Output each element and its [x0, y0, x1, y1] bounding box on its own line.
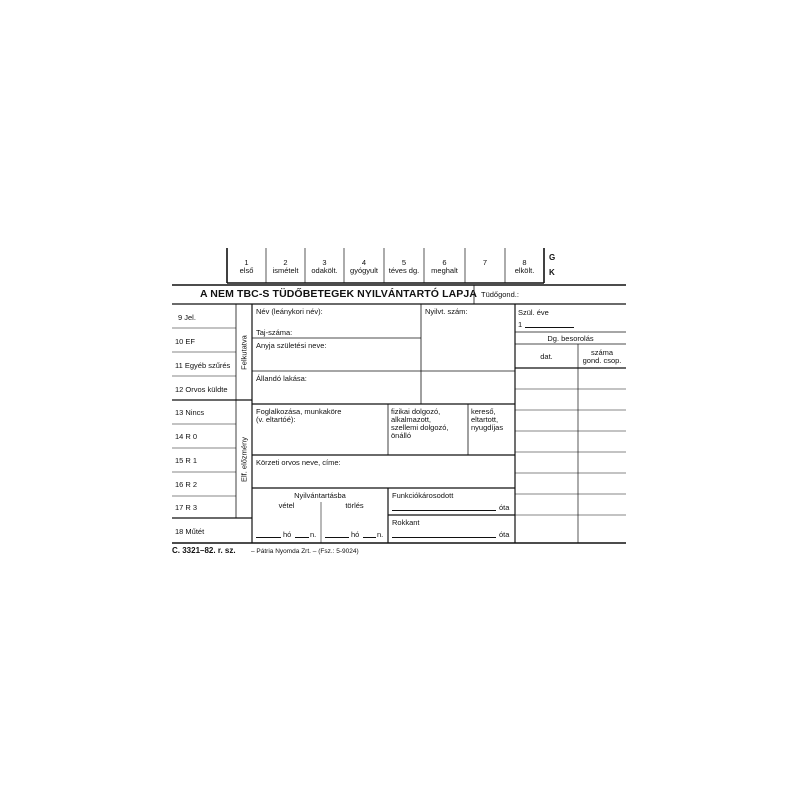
dat-label: dat. [540, 352, 553, 361]
left-item-16: 16 R 2 [175, 480, 198, 489]
foglalkozas-label-1: Foglalkozása, munkaköre [256, 407, 342, 416]
rokkant-label: Rokkant [392, 518, 420, 527]
korzeti-label: Körzeti orvos neve, címe: [256, 458, 341, 467]
szama-label-2: gond. csop. [582, 356, 622, 365]
code-g: G [549, 253, 556, 262]
taj-label: Taj-száma: [256, 328, 293, 337]
foglalkozas-label-2: (v. eltartóé): [256, 415, 296, 424]
code-num-2: 2 [283, 258, 288, 267]
code-num-1: 1 [244, 258, 249, 267]
vetel-n-label: n. [310, 530, 317, 539]
code-num-6: 6 [442, 258, 447, 267]
code-label-2: ismételt [272, 266, 299, 275]
nyilvantartasba-label: Nyilvántartásba [294, 491, 346, 500]
left-item-13: 13 Nincs [175, 408, 205, 417]
torles-year-blank[interactable] [325, 537, 349, 538]
dg-besorolas-label: Dg. besorolás [547, 334, 594, 343]
left-item-18: 18 Műtét [175, 527, 205, 536]
vetel-label: vétel [278, 501, 295, 510]
kereso-label-1: kereső, [471, 407, 496, 416]
vetel-ho-label: hó [283, 530, 292, 539]
torles-label: törlés [345, 501, 364, 510]
fizikai-label-1: fizikai dolgozó, [391, 407, 441, 416]
publisher-text: – Pátria Nyomda Zrt. – (Fsz.: 5-9024) [251, 548, 359, 555]
left-item-14: 14 R 0 [175, 432, 198, 441]
torles-month-blank[interactable] [363, 537, 376, 538]
code-label-3: odakölt. [311, 266, 338, 275]
code-label-6: meghalt [431, 266, 458, 275]
szama-label-1: száma [590, 348, 614, 357]
tudogond-label: Tüdőgond.: [481, 290, 519, 299]
funkcio-blank[interactable] [392, 510, 496, 511]
code-num-3: 3 [322, 258, 327, 267]
code-k: K [549, 268, 555, 277]
vetel-year-blank[interactable] [256, 537, 281, 538]
vetel-month-blank[interactable] [295, 537, 309, 538]
torles-n-label: n. [377, 530, 384, 539]
torles-ho-label: hó [351, 530, 360, 539]
left-item-10: 10 EF [175, 337, 196, 346]
code-num-8: 8 [522, 258, 527, 267]
kereso-label-2: eltartott, [471, 415, 499, 424]
rokkant-blank[interactable] [392, 537, 496, 538]
form-code: C. 3321–82. r. sz. [172, 546, 236, 555]
kereso-label-3: nyugdíjas [471, 423, 504, 432]
nyilvt-label: Nyilvt. szám: [425, 307, 468, 316]
code-num-5: 5 [401, 258, 407, 267]
left-item-15: 15 R 1 [175, 456, 198, 465]
felkutatva-label: Felkutatva [239, 335, 249, 370]
code-label-5: téves dg. [388, 266, 420, 275]
fizikai-label-3: szellemi dolgozó, [391, 423, 449, 432]
left-item-12: 12 Orvos küldte [175, 385, 228, 394]
code-label-1: első [239, 266, 254, 275]
allando-label: Állandó lakása: [256, 374, 307, 383]
code-label-8: elkölt. [514, 266, 535, 275]
code-label-4: gyógyult [350, 266, 378, 275]
elozmeny-label: Elf. előzmény [239, 436, 249, 483]
funkcio-ota-label: óta [499, 503, 510, 512]
left-item-17: 17 R 3 [175, 503, 198, 512]
code-num-7: 7 [482, 258, 488, 267]
szul-eve-prefix: 1 [518, 320, 523, 329]
anyja-label: Anyja születési neve: [256, 341, 327, 350]
funkcio-label: Funkciókárosodott [392, 491, 454, 500]
fizikai-label-2: alkalmazott, [391, 415, 432, 424]
szul-eve-blank[interactable] [525, 327, 574, 328]
rokkant-ota-label: óta [499, 530, 510, 539]
left-item-11: 11 Egyéb szűrés [175, 361, 231, 370]
szul-eve-label: Szül. éve [518, 308, 549, 317]
left-item-9: 9 Jel. [178, 313, 196, 322]
form-title: A NEM TBC-S TÜDŐBETEGEK NYILVÁNTARTÓ LAPJA [200, 288, 478, 300]
nev-label: Név (leánykori név): [256, 307, 323, 316]
fizikai-label-4: önálló [391, 431, 412, 440]
code-num-4: 4 [361, 258, 367, 267]
